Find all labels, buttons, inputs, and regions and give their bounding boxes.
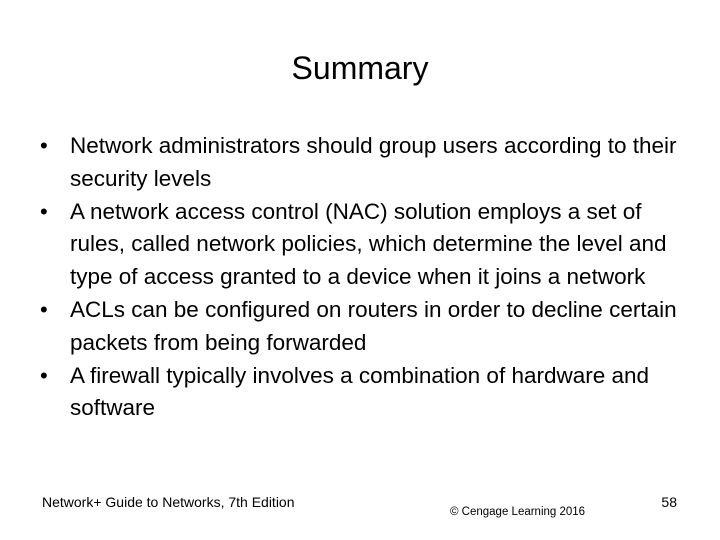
page-number: 58 bbox=[661, 494, 677, 510]
bullet-text: A network access control (NAC) solution employs a set of rules, called network policies, which determine the level and type of access granted to a device when it joins a network bbox=[70, 198, 667, 290]
bullet-item bbox=[40, 130, 690, 196]
bullet-item bbox=[40, 196, 690, 294]
bullet-text: ACLs can be configured on routers in order to decline certain packets from being forwarded bbox=[70, 296, 677, 355]
footer-book-title: Network+ Guide to Networks, 7th Edition bbox=[42, 494, 295, 510]
bullet-item bbox=[40, 360, 690, 426]
slide-title: Summary bbox=[291, 50, 429, 86]
bullet-icon: • bbox=[40, 198, 48, 224]
bullet-icon: • bbox=[40, 296, 48, 322]
bullet-text: Network administrators should group users according to their security levels bbox=[70, 133, 677, 191]
bullet-icon: • bbox=[40, 362, 48, 388]
bullet-icon: • bbox=[40, 133, 48, 158]
bullet-list bbox=[40, 130, 690, 425]
footer-copyright: © Cengage Learning 2016 bbox=[450, 506, 586, 518]
bullet-text: A firewall typically involves a combination of hardware and software bbox=[70, 362, 650, 421]
bullet-item bbox=[40, 294, 690, 360]
